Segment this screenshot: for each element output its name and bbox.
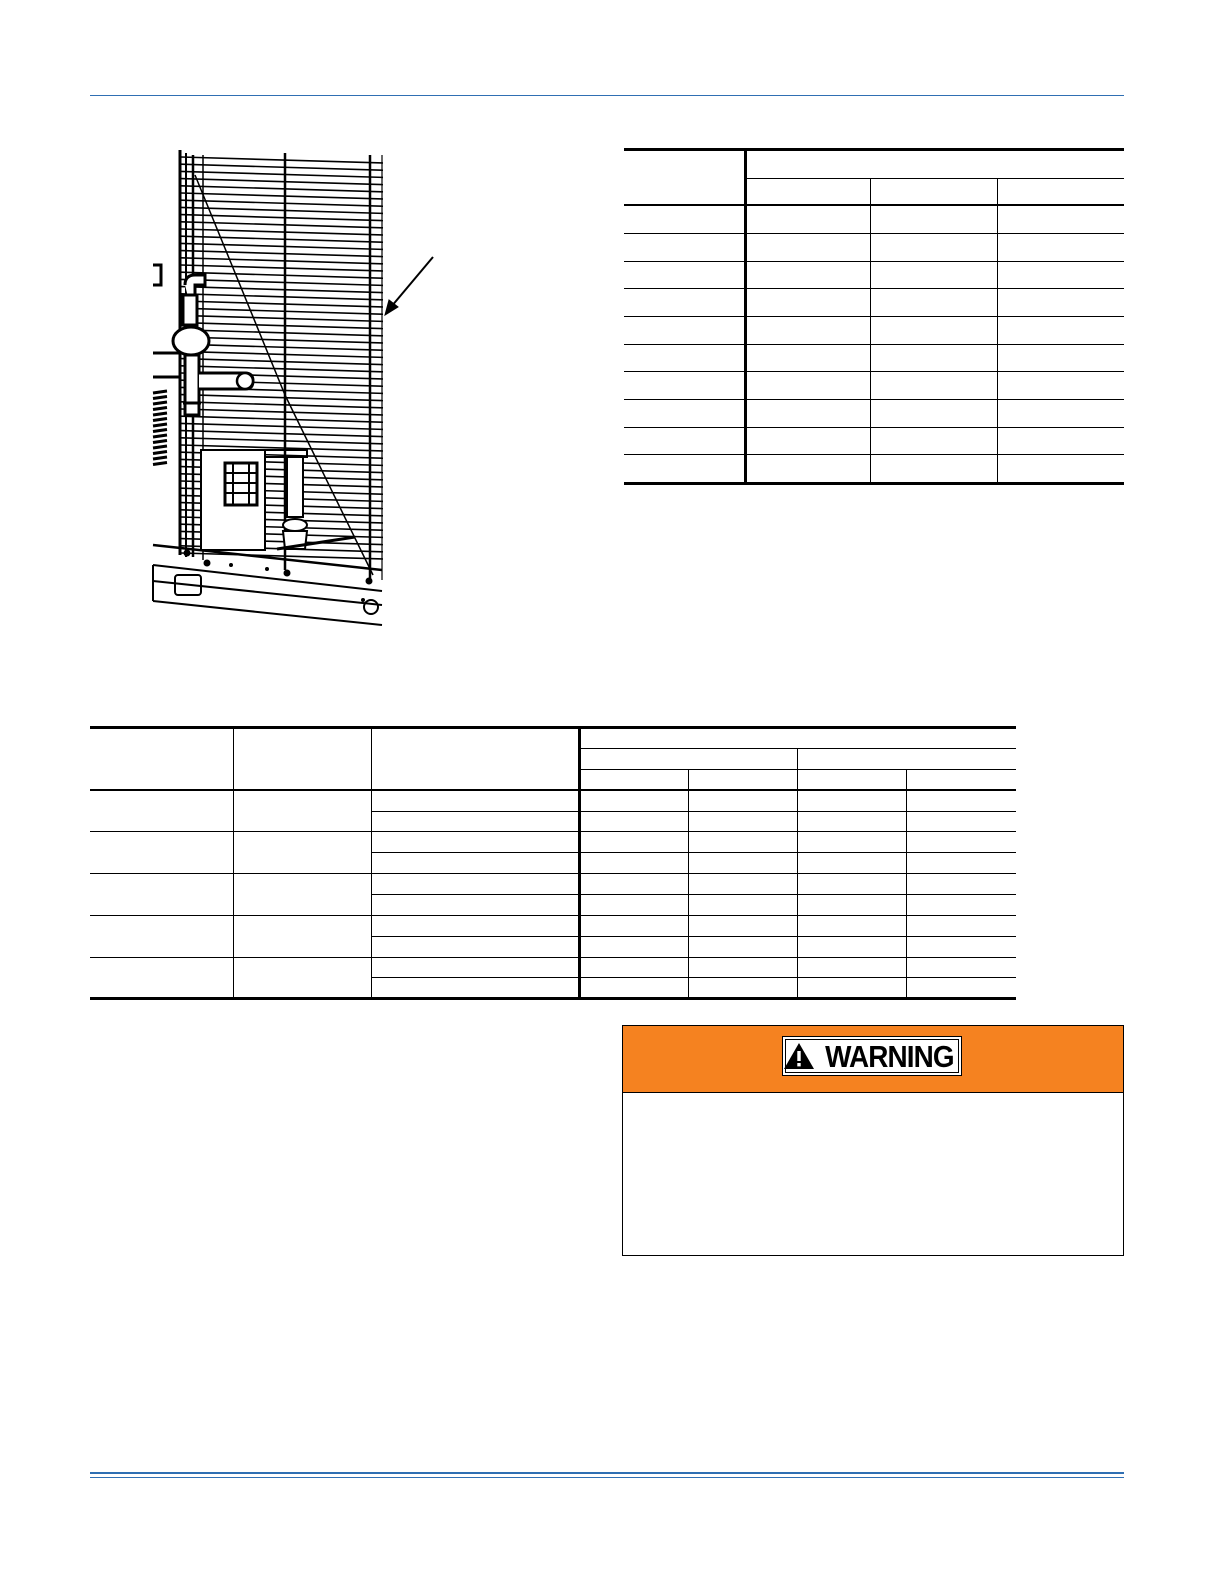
coil-fin <box>181 337 383 343</box>
table-row-divider <box>624 316 1124 317</box>
vent-louver <box>153 441 167 443</box>
table-row-divider <box>624 233 1124 234</box>
table-border <box>745 178 1124 179</box>
coil-fin <box>181 279 383 285</box>
coil-fin <box>181 301 383 307</box>
table-column-divider <box>797 748 798 999</box>
table-upper-right <box>624 148 1124 486</box>
coil-fin <box>181 315 383 321</box>
table-border <box>624 482 1124 485</box>
vent-louver <box>153 413 167 415</box>
coil-fin <box>181 200 383 206</box>
coil-fin <box>181 359 383 365</box>
coil-fin <box>181 416 383 422</box>
table-middle <box>90 726 1016 1000</box>
table-column-divider <box>870 178 871 484</box>
coil-fin <box>181 323 383 329</box>
table-row-divider <box>624 344 1124 345</box>
vent-louver <box>153 457 167 459</box>
vent-louver <box>153 430 167 432</box>
coil-fin <box>181 179 383 185</box>
table-column-divider <box>233 726 234 999</box>
table-subrow-divider <box>372 936 1016 937</box>
coil-fin <box>181 243 383 249</box>
coil-fin <box>181 186 383 192</box>
coil-fin <box>181 236 383 242</box>
coil-fin <box>181 207 383 213</box>
warning-badge <box>782 1036 962 1076</box>
coil-fin <box>181 287 383 293</box>
table-row-divider <box>90 915 1016 916</box>
coil-fin <box>181 193 383 199</box>
vent-louver <box>153 452 167 454</box>
warning-header <box>623 1026 1123 1093</box>
table-row-divider <box>624 371 1124 372</box>
warning-box <box>622 1025 1124 1256</box>
table-row-divider <box>624 399 1124 400</box>
table-border <box>90 726 1016 729</box>
coil-fin <box>181 222 383 228</box>
vent-louver <box>153 408 167 410</box>
table-row-divider <box>90 957 1016 958</box>
vent-louver <box>153 402 167 404</box>
table-subrow-divider <box>372 977 1016 978</box>
table-column-divider <box>906 769 907 999</box>
coil-fin <box>181 294 383 300</box>
table-border <box>580 769 1016 770</box>
table-border <box>90 997 1016 1000</box>
coil-fin <box>181 251 383 257</box>
coil-fin <box>181 395 383 401</box>
table-border <box>580 748 1016 749</box>
table-row-divider <box>624 261 1124 262</box>
coil-fin <box>181 402 383 408</box>
vent-louver <box>153 424 167 426</box>
table-row-divider <box>624 288 1124 289</box>
coil-fin <box>181 351 383 357</box>
table-row-divider <box>90 831 1016 832</box>
coil-fin <box>181 438 383 444</box>
coil-fin <box>181 265 383 271</box>
vent-louver <box>153 419 167 421</box>
table-column-divider <box>688 769 689 999</box>
coil-fin <box>181 164 383 170</box>
header-rule <box>90 95 1124 96</box>
coil-illustration-svg <box>145 145 445 630</box>
coil-fin <box>181 344 383 350</box>
coil-fin <box>181 409 383 415</box>
coil-fin <box>181 423 383 429</box>
table-row-divider <box>624 427 1124 428</box>
table-border <box>90 789 1016 791</box>
table-column-divider <box>371 726 372 999</box>
footer-rule <box>90 1472 1124 1474</box>
coil-fin <box>181 157 383 163</box>
coil-fin <box>181 366 383 372</box>
table-subrow-divider <box>372 811 1016 812</box>
coil-fin <box>181 258 383 264</box>
table-column-divider <box>578 726 581 999</box>
vent-louver <box>153 463 167 465</box>
table-border <box>624 204 1124 206</box>
coil-fin <box>181 272 383 278</box>
warning-label: WARNING <box>825 1038 954 1074</box>
coil-fin <box>181 171 383 177</box>
table-column-divider <box>744 148 747 485</box>
table-border <box>624 148 1124 151</box>
coil-fin <box>181 431 383 437</box>
table-subrow-divider <box>372 894 1016 895</box>
warning-triangle-icon <box>783 1042 815 1070</box>
vent-louver <box>153 446 167 448</box>
coil-fin <box>181 229 383 235</box>
coil-fin <box>181 308 383 314</box>
table-row-divider <box>624 454 1124 455</box>
vent-louver <box>153 435 167 437</box>
vent-louver <box>153 397 167 399</box>
table-row-divider <box>90 873 1016 874</box>
table-subrow-divider <box>372 852 1016 853</box>
coil-illustration <box>145 145 445 630</box>
vent-louver <box>153 391 167 393</box>
coil-fin <box>181 330 383 336</box>
table-column-divider <box>997 178 998 484</box>
